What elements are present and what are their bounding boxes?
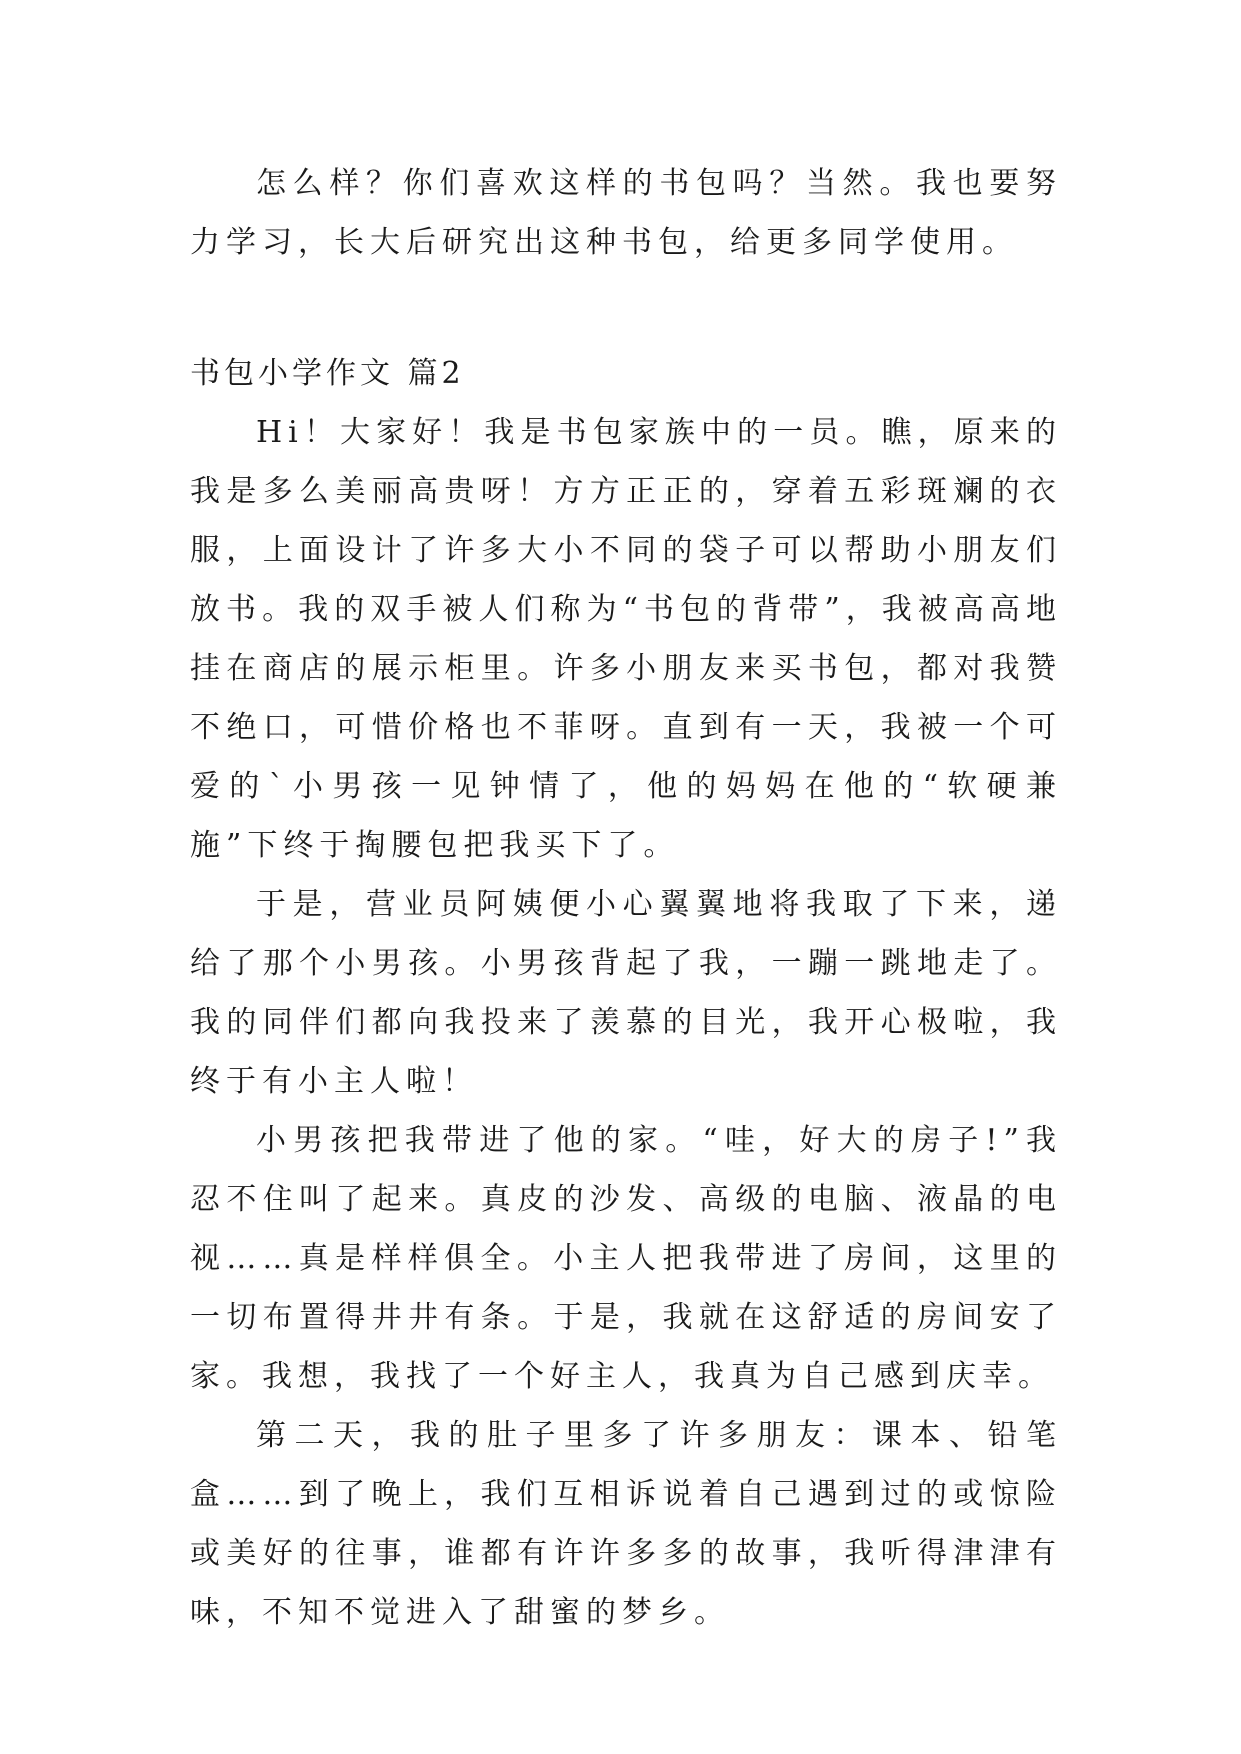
document-body <box>190 154 1062 1642</box>
paragraph-2: Hi！大家好！我是书包家族中的一员。瞧，原来的我是多么美丽高贵呀！方方正正的，穿着五彩斑斓的衣服，上面设计了许多大小不同的袋子可以帮助小朋友们放书。我的双手被人们称为“书包的背带”，我被高高地挂在商店的展示柜里。许多小朋友来买书包，都对我赞不绝口，可惜价格也不菲呀。直到有一天，我被一个可爱的`小男孩一见钟情了，他的妈妈在他的“软硬兼施”下终于掏腰包把我买下了。 <box>190 415 1062 863</box>
paragraph-5: 第二天，我的肚子里多了许多朋友：课本、铅笔盒……到了晚上，我们互相诉说着自己遇到过的或惊险或美好的往事，谁都有许许多多的故事，我听得津津有味，不知不觉进入了甜蜜的梦乡。 <box>190 1418 1062 1630</box>
paragraph-3: 于是，营业员阿姨便小心翼翼地将我取了下来，递给了那个小男孩。小男孩背起了我，一蹦一跳地走了。我的同伴们都向我投来了羡慕的目光，我开心极啦，我终于有小主人啦！ <box>190 887 1062 1099</box>
paragraph-4: 小男孩把我带进了他的家。“哇，好大的房子!”我忍不住叫了起来。真皮的沙发、高级的电脑、液晶的电视……真是样样俱全。小主人把我带进了房间，这里的一切布置得井井有条。于是，我就在这舒适的房间安了家。我想，我找了一个好主人，我真为自己感到庆幸。 <box>190 1123 1062 1394</box>
section-heading: 书包小学作文 篇2 <box>190 356 465 391</box>
paragraph-1: 怎么样？你们喜欢这样的书包吗？当然。我也要努力学习，长大后研究出这种书包，给更多同学使用。 <box>190 166 1062 260</box>
